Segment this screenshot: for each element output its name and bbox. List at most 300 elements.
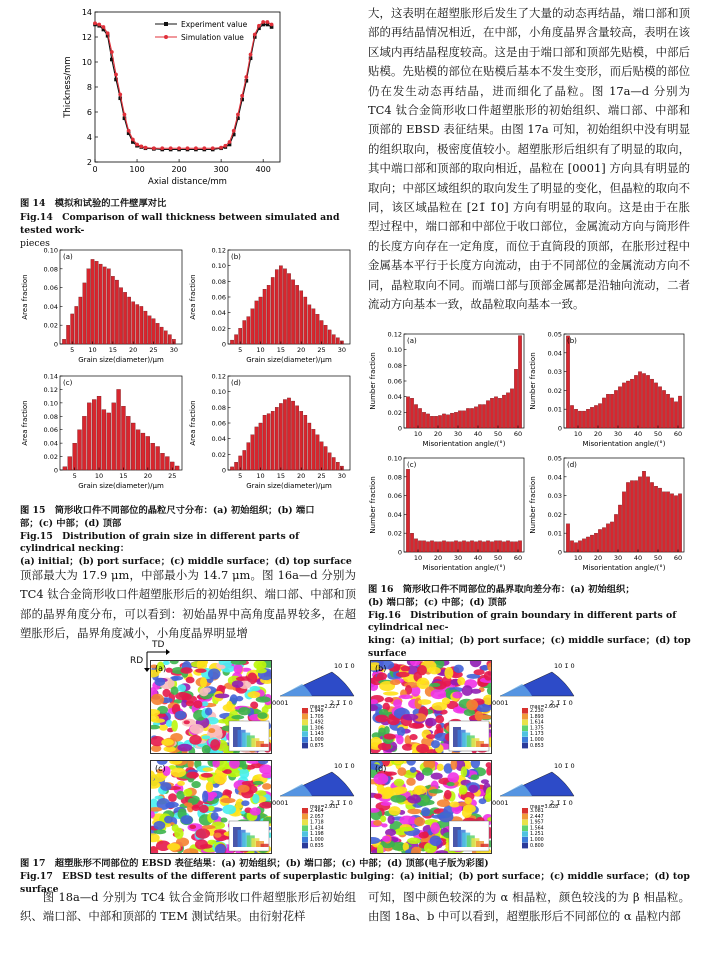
fig16a-bar (414, 405, 417, 429)
fig14-ytick-label: 14 (81, 8, 92, 17)
colorbar-label: max=2.604 (530, 705, 559, 710)
fig14-ytick-label: 2 (86, 158, 92, 167)
colorbar-label: 1.000 (310, 738, 324, 743)
fig15c-ytick-label: 0 (53, 466, 58, 475)
fig15c-bar (146, 436, 150, 470)
fig16d-bar (602, 528, 605, 552)
pole-label-right: 2 1̄ 1̄ 0 (330, 799, 353, 807)
colorbar-swatch (302, 843, 308, 849)
ebsd-grain (425, 718, 437, 727)
ebsd-grain (417, 665, 427, 675)
fig15b-bar (312, 309, 315, 344)
ebsd-grain (396, 735, 404, 744)
fig15b-bar (336, 338, 339, 344)
ebsd-grain (154, 678, 165, 686)
colorbar-label: max=2.931 (310, 805, 339, 810)
fig15d-ytick-label: 0 (221, 466, 226, 475)
ebsd-grain (383, 691, 398, 695)
fig16d-bar (634, 481, 637, 552)
fig15a-bar (83, 283, 86, 344)
fig15d-ytick-label: 0.08 (211, 403, 226, 412)
fig17-td-label: TD (152, 640, 165, 650)
body-text-left-mid: 顶部最大为 17.9 μm，中部最小为 14.7 μm。图 16a—d 分别为 TC4 钛合金筒形收口件超塑胀形后的初始组织、端口部、中部和顶部的晶界角度分布，可以看到：初始晶界中高角度晶界较多，在超塑胀形后，晶界角度减小，小角度晶界明显增 (20, 568, 356, 641)
fig16b-ytick-label: 0.04 (547, 349, 562, 358)
ebsd-panel-label: (c) (155, 764, 166, 773)
fig15d-bar (328, 453, 331, 470)
fig16a-ytick-label: 0.12 (387, 330, 402, 339)
fig16a-bar (418, 408, 421, 428)
fig15b-xtick-label: 10 (256, 346, 265, 354)
fig15b-bar (287, 274, 290, 345)
ebsd-grain (390, 795, 406, 803)
fig16b-bar (646, 375, 649, 428)
fig16a-bar (430, 416, 433, 428)
colorbar-swatch (302, 808, 308, 814)
ebsd-grain (180, 667, 192, 673)
fig16d-bar (638, 477, 641, 552)
fig15b-bar (320, 321, 323, 345)
fig16d-ytick-label: 0.05 (547, 454, 562, 463)
ebsd-grain (186, 701, 194, 707)
fig16a-bar (446, 415, 449, 428)
fig14-point (236, 113, 240, 117)
ebsd-grain (422, 767, 433, 775)
fig15d-ytick-label: 0.10 (211, 388, 226, 397)
fig15a-bar (168, 335, 171, 344)
ebsd-grain (174, 828, 183, 839)
fig14-ytick-label: 8 (86, 83, 92, 92)
fig16c-bar (422, 541, 425, 552)
fig16-caption-en-1: Fig.16 Distribution of grain boundary in different parts of cylindrical nec- (368, 609, 677, 634)
ebsd-grain (190, 724, 204, 734)
ebsd-orientation-map (150, 660, 272, 754)
colorbar-label: 3.081 (530, 809, 544, 814)
ebsd-grain (399, 827, 415, 831)
fig16d-xtick-label: 60 (673, 554, 683, 562)
pole-label-left: 0001 (492, 799, 509, 807)
ebsd-grain (226, 701, 232, 711)
colorbar-swatch (522, 814, 528, 820)
fig16c-bar (410, 533, 413, 552)
ebsd-grain (220, 818, 227, 823)
ebsd-grain (486, 767, 491, 776)
ebsd-grain (382, 836, 391, 842)
fig15a-bar (95, 261, 98, 344)
ebsd-grain (210, 739, 220, 751)
fig16d-ytick-label: 0.03 (547, 492, 562, 501)
fig16a-ytick-label: 0 (397, 424, 402, 433)
fig14-point (139, 144, 143, 148)
ebsd-grain (406, 778, 416, 786)
ebsd-grain (207, 840, 216, 845)
fig16d-xtick-label: 20 (593, 554, 603, 562)
ebsd-grain (218, 665, 226, 670)
fig16a-bar (450, 413, 453, 428)
fig15d-panel-label: (d) (231, 379, 241, 387)
fig15a-bar (136, 305, 139, 344)
fig15a-bar (115, 280, 118, 344)
fig17-figure (130, 642, 600, 854)
fig15d-ytick-label: 0.06 (211, 419, 226, 428)
fig16c-bar (506, 541, 509, 552)
fig16c-bar (458, 542, 461, 552)
ipf-key-icon (229, 721, 269, 751)
fig15a-bar (91, 259, 94, 344)
ebsd-grain (397, 727, 405, 737)
fig15c-xtick-label: 15 (119, 472, 128, 480)
fig15a-bar (111, 276, 114, 344)
fig14-point (249, 53, 253, 57)
fig15c-ytick-label: 0.08 (43, 412, 58, 421)
fig16b-panel-label: (b) (567, 337, 577, 345)
colorbar-label: 1.306 (310, 726, 324, 732)
fig15a-ytick-label: 0 (53, 340, 58, 349)
ebsd-orientation-map (370, 760, 492, 854)
fig15d-bar (336, 462, 339, 470)
ebsd-grain (202, 735, 211, 739)
fig15b-bar (234, 335, 237, 344)
colorbar-label: 1.564 (530, 826, 544, 832)
fig16b-bar (582, 411, 585, 428)
colorbar-swatch (522, 820, 528, 826)
fig14-point (102, 25, 106, 29)
ebsd-grain (466, 699, 478, 710)
fig16c-bar (426, 542, 429, 552)
fig16a-bar (406, 397, 409, 428)
fig16c-bar (474, 542, 477, 552)
ebsd-grain (231, 715, 244, 719)
fig16c-xlabel: Misorientation angle/(°) (422, 564, 506, 572)
ebsd-grain (384, 733, 396, 739)
fig14-ytick-label: 6 (86, 108, 92, 117)
fig15a-bar (107, 269, 110, 344)
fig16a-xtick-label: 30 (453, 430, 463, 438)
ebsd-grain (380, 815, 386, 822)
ebsd-grain (381, 802, 392, 806)
colorbar-swatch (522, 737, 528, 743)
fig14-point (265, 20, 269, 24)
fig16c-bar (434, 542, 437, 552)
fig15-caption-en-2: (a) initial；(b) port surface；(c) middle surface；(d) top surface (20, 556, 352, 568)
ebsd-grain (192, 805, 201, 811)
ebsd-grain (181, 815, 193, 824)
ebsd-grain (182, 693, 192, 700)
ebsd-grain (206, 782, 213, 793)
fig16b-bar (630, 379, 633, 428)
ebsd-grain (214, 833, 221, 838)
fig15a-bar (148, 316, 151, 344)
fig15d-bar (300, 411, 303, 470)
body-text-right-top: 大，这表明在超塑胀形后发生了大量的动态再结晶，端口部和顶部的再结晶情况相近，在中部，小角度晶界含量较高，表明在该区域内再结晶程度较高。这是由于端口部和顶部先贴模，中部后贴模。先贴模的部位在贴模后基本不发生变形，而后贴模的部位仍在发生动态再结晶，进而细化了晶粒。图 17a—d 分别为 TC4 钛合金筒形收口件超塑胀形的初始组织、端口部、中部和顶部的 EBSD 表征结果。由图 17a 可知，初始组织中没有明显的组织取向，极密度值较小。超塑胀形后组织有了明显的取向，其中端口部和顶部的取向相近，晶粒在 [0001] 方向具有明显的取向；中部区域组织的取向发生了明显的变化，但晶粒的取向不同，该区域晶粒在 [21̄ 1̄0] 方向有明显的取向。这是由于在胀型过程中，端口部和中部位于收口部位，金属流动方向与筒形件的长度方向存在一定角度，而位于直筒段的顶部，在胀形过程中金属基本平行于长度方向流动，由于不同部位的金属流动方向不同，晶粒取向不同。而端口部与顶部金属都是沿轴向流动，二者流动方向基本一致，故晶粒取向基本一致。 (368, 6, 690, 312)
ebsd-grain (193, 700, 202, 708)
colorbar-swatch (302, 825, 308, 831)
ebsd-grain (377, 673, 387, 680)
fig16c-xtick-label: 20 (433, 554, 443, 562)
fig16b-bar (574, 409, 577, 428)
ebsd-grain (396, 672, 410, 678)
fig15c-bar (92, 400, 96, 471)
ebsd-grain (459, 785, 468, 795)
fig15a-bar (75, 306, 78, 344)
fig16a-ytick-label: 0.04 (387, 393, 402, 402)
fig15a-bar (66, 325, 69, 344)
ebsd-grain (449, 802, 460, 808)
fig15a-bar (119, 288, 122, 344)
fig16d-ytick-label: 0 (557, 548, 562, 557)
fig15c-ylabel: Area fraction (21, 400, 29, 446)
fig16a-bar (486, 401, 489, 428)
fig15d-bar (283, 400, 286, 471)
fig15c-xtick-label: 5 (72, 472, 77, 480)
ebsd-grain (431, 822, 440, 834)
fig14-point (114, 73, 118, 77)
fig15b-ytick-label: 0.12 (211, 246, 226, 255)
ebsd-grain (189, 735, 202, 745)
fig16-chart-d (528, 452, 690, 578)
fig16b-bar (590, 407, 593, 428)
colorbar-label: 1.434 (310, 826, 324, 832)
ebsd-grain (436, 724, 442, 730)
ebsd-grain (239, 768, 249, 778)
fig15c-bar (121, 406, 125, 470)
fig16b-bar (578, 411, 581, 428)
fig15d-bar (324, 447, 327, 471)
fig16b-bar (606, 394, 609, 428)
fig15a-bar (71, 314, 74, 344)
colorbar-label: 1.718 (310, 820, 324, 826)
fig16a-panel-label: (a) (407, 337, 417, 345)
fig16c-bar (494, 541, 497, 552)
ebsd-grain (435, 715, 444, 723)
fig15b-bar (291, 280, 294, 344)
fig15a-ytick-label: 0.02 (43, 321, 58, 330)
fig15c-xtick-label: 10 (94, 472, 104, 480)
colorbar-swatch (522, 743, 528, 749)
fig14-point (244, 75, 248, 79)
fig15d-bar (279, 403, 282, 470)
colorbar-swatch (302, 714, 308, 720)
fig15b-bar (308, 305, 311, 344)
fig14-point (257, 24, 261, 28)
fig15d-xtick-label: 10 (256, 472, 265, 480)
fig15a-bar (160, 327, 163, 344)
fig16b-bar (622, 383, 625, 428)
fig16b-bar (650, 379, 653, 428)
fig16b-xtick-label: 50 (653, 430, 663, 438)
fig15b-bar (279, 266, 282, 344)
fig16b-ylabel: Number fraction (529, 352, 537, 410)
fig14-point (160, 146, 164, 150)
fig15b-xtick-label: 15 (276, 346, 286, 354)
fig16d-bar (606, 524, 609, 552)
ebsd-grain (418, 699, 431, 705)
fig14-legend-marker (164, 22, 168, 26)
ebsd-grain (235, 696, 243, 701)
fig16a-bar (438, 415, 441, 428)
fig15a-xtick-label: 5 (70, 346, 75, 354)
ebsd-grain (377, 784, 385, 792)
ebsd-grain (406, 761, 416, 766)
fig15-caption-cn-2: 部；(c) 中部；(d) 顶部 (20, 517, 122, 529)
pole-label-top: 10 1̄ 0 (334, 762, 355, 770)
fig15a-xtick-label: 20 (129, 346, 138, 354)
fig15a-panel-label: (a) (63, 253, 73, 261)
fig16a-ytick-label: 0.06 (387, 377, 402, 386)
fig16b-bar (570, 405, 573, 428)
fig15c-xtick-label: 25 (168, 472, 177, 480)
fig15c-bar (63, 467, 67, 470)
colorbar-label: 1.173 (530, 732, 544, 738)
fig14-legend-label: Experiment value (181, 20, 248, 29)
fig15b-ylabel: Area fraction (189, 274, 197, 320)
fig16c-bar (470, 541, 473, 552)
fig15b-bar (255, 301, 258, 344)
fig14-point (152, 146, 156, 150)
fig16-caption-cn-1: 图 16 筒形收口件不同部位的晶界取向差分布：(a) 初始组织； (368, 584, 635, 595)
colorbar-label: 1.893 (530, 714, 544, 720)
fig15d-bar (234, 462, 237, 470)
fig15-caption-en-1: Fig.15 Distribution of grain size in different parts of cylindrical necking： (20, 530, 300, 555)
fig16c-bar (406, 469, 409, 552)
ebsd-grain (191, 781, 200, 788)
fig16d-bar (646, 477, 649, 552)
fig14-point (135, 143, 139, 147)
colorbar-label: 2.464 (310, 809, 324, 814)
pole-label-right: 2 1̄ 1̄ 0 (550, 799, 573, 807)
ebsd-panel-label: (d) (375, 764, 387, 773)
colorbar-label: 1.198 (310, 832, 324, 838)
fig15a-xtick-label: 10 (88, 346, 97, 354)
fig15a-bar (99, 264, 102, 344)
fig16b-bar (586, 409, 589, 428)
colorbar-swatch (302, 720, 308, 726)
ebsd-grain (475, 711, 483, 721)
fig16c-xtick-label: 40 (473, 554, 483, 562)
fig16b-ytick-label: 0.02 (547, 386, 562, 395)
fig16c-ytick-label: 0.02 (387, 529, 402, 538)
fig15d-bar (230, 467, 233, 470)
ebsd-grain (386, 772, 393, 776)
fig16a-bar (498, 398, 501, 428)
fig15a-bar (144, 311, 147, 344)
ebsd-grain (459, 802, 467, 806)
fig16b-xtick-label: 20 (593, 430, 603, 438)
ebsd-grain (241, 764, 247, 770)
fig16d-bar (570, 541, 573, 552)
fig16a-xlabel: Misorientation angle/(°) (422, 440, 506, 448)
ebsd-grain (160, 782, 171, 791)
ebsd-grain (381, 823, 387, 827)
fig16d-bar (582, 539, 585, 552)
fig14-legend-marker (164, 35, 168, 39)
fig16c-bar (490, 542, 493, 552)
fig16a-xtick-label: 60 (513, 430, 523, 438)
fig16c-bar (498, 541, 501, 552)
fig16d-bar (626, 482, 629, 552)
fig15b-bar (304, 297, 307, 344)
ebsd-grain (407, 838, 421, 845)
fig16a-bar (454, 412, 457, 428)
ebsd-panel-label: (b) (375, 664, 387, 673)
fig15a-bar (156, 323, 159, 344)
fig15c-bar (175, 466, 179, 470)
fig15b-xtick-label: 5 (238, 346, 243, 354)
fig16d-bar (610, 522, 613, 552)
pole-label-left: 0001 (492, 699, 509, 707)
fig16b-bar (566, 336, 569, 428)
ipf-key-icon (449, 821, 489, 851)
colorbar-swatch (522, 714, 528, 720)
colorbar-swatch (522, 843, 528, 849)
fig16d-bar (594, 533, 597, 552)
ebsd-grain (457, 677, 465, 685)
fig16b-bar (598, 404, 601, 428)
ebsd-grain (171, 768, 186, 778)
fig16-caption-cn-2: (b) 端口部；(c) 中部；(d) 顶部 (368, 596, 507, 608)
fig16b-ytick-label: 0 (557, 424, 562, 433)
fig14-point (127, 129, 131, 133)
fig15b-bar (230, 340, 233, 344)
fig16d-bar (670, 494, 673, 552)
fig15d-bar (267, 414, 270, 470)
fig15d-bar (304, 415, 307, 470)
ebsd-grain (184, 720, 190, 724)
fig16b-xtick-label: 30 (613, 430, 623, 438)
ebsd-grain (437, 764, 444, 771)
fig15a-ylabel: Area fraction (21, 274, 29, 320)
fig15a-xtick-label: 15 (108, 346, 118, 354)
fig16c-panel-label: (c) (407, 461, 417, 469)
ebsd-grain (476, 704, 491, 712)
ebsd-grain (219, 685, 226, 690)
ebsd-panel (150, 760, 365, 855)
ebsd-grain (183, 789, 192, 797)
fig15c-bar (126, 416, 130, 470)
colorbar-label: 1.492 (310, 720, 324, 726)
fig15b-bar (271, 277, 274, 344)
ipf-key-icon (229, 821, 269, 851)
fig15d-bar (259, 423, 262, 470)
ebsd-grain (453, 665, 463, 673)
fig16b-ytick-label: 0.05 (547, 330, 562, 339)
fig16d-bar (666, 492, 669, 552)
fig14-point (228, 140, 232, 144)
fig16a-bar (458, 411, 461, 428)
ebsd-grain (208, 728, 215, 733)
fig16b-bar (674, 402, 677, 428)
fig15a-ytick-label: 0.08 (43, 265, 58, 274)
fig15-chart-a (20, 244, 190, 370)
ebsd-grain (409, 734, 417, 740)
fig16b-bar (658, 387, 661, 428)
fig16b-bar (654, 383, 657, 428)
ebsd-grain (414, 785, 427, 794)
fig15b-xtick-label: 25 (317, 346, 326, 354)
fig16b-bar (678, 396, 681, 428)
fig14-point (270, 23, 274, 27)
fig16a-bar (494, 397, 497, 428)
fig16b-bar (666, 394, 669, 428)
fig15d-bar (287, 398, 290, 470)
fig15d-ylabel: Area fraction (189, 400, 197, 446)
ebsd-grain (247, 691, 260, 698)
fig16d-bar (598, 529, 601, 552)
fig16a-bar (434, 416, 437, 428)
fig15a-bar (123, 292, 126, 344)
fig15d-bar (291, 401, 294, 470)
ebsd-grain (186, 677, 195, 684)
fig14-ytick-label: 10 (81, 58, 92, 67)
